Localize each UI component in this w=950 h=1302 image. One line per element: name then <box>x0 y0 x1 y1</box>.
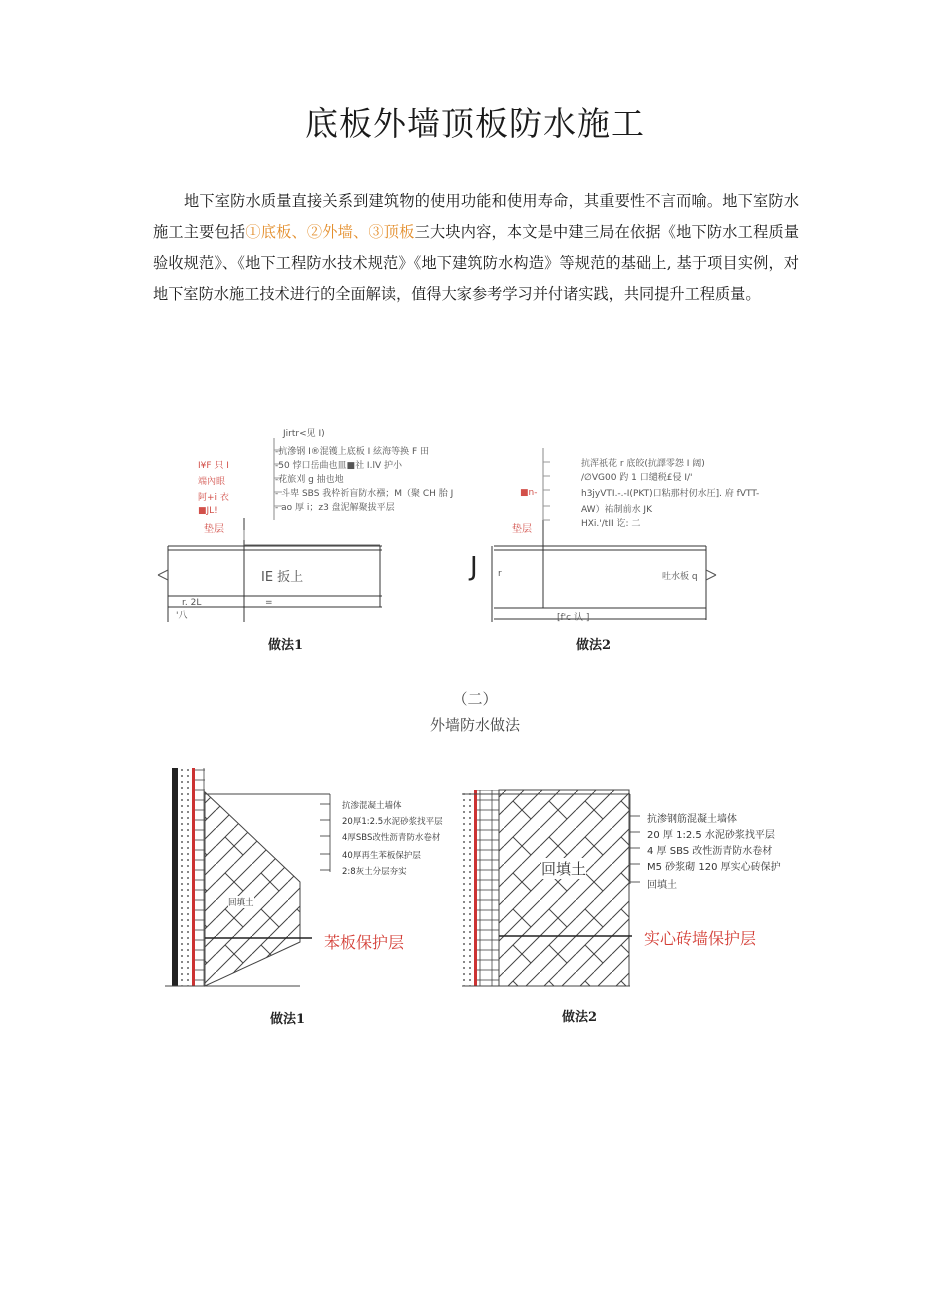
fig1-left-label: - ao 厚 i；z3 盘泥解聚拔平层 <box>275 503 395 513</box>
fig1-left-label: -50 悖口岳曲也皿■社 I.lV 护小 <box>275 461 402 471</box>
fig2-right-label: 20 厚 1:2.5 水泥砂浆找平层 <box>647 830 775 841</box>
fig2-left-fill: 回填土 <box>228 898 254 908</box>
intro-text-after: 三大块内容，本文是中建三局在依据《地下防水工程质量验收规范》、《地下工程防水技术规范》《地下建筑防水构造》等规范的基础上, 基于项目实例，对地下室防水施工技术进行的全面解读，值得大家参考学习并付诸实践，共同提升工程质量。 <box>153 223 800 303</box>
fig2-caption-2: 做法2 <box>562 1010 598 1025</box>
section2-number: （二） <box>452 690 498 708</box>
intro-highlight: ①底板、②外墙、③顶板 <box>245 223 415 241</box>
fig1-caption-1: 做法1 <box>268 638 304 653</box>
fig1-left-cushion: 垫层 <box>204 524 224 535</box>
fig2-left-label: 4厚SBS改性沥青防水卷材 <box>342 833 441 843</box>
fig2-left-label: 20厚1:2.5水泥砂浆找平层 <box>342 817 443 827</box>
fig1-side-label: ■JL! <box>198 506 218 516</box>
fig1-left-label: -花旅刈 g 抽也地 <box>275 475 344 485</box>
fig2-right-label: 回填土 <box>647 880 677 891</box>
fig1-mid-r: r <box>498 569 502 579</box>
fig2-left-callout: 苯板保护层 <box>324 933 405 952</box>
fig1-right-slab: 吐水板 q <box>662 572 698 582</box>
fig1-left-label: - 斗卑 SBS 我枠祈盲防水襁；M（聚 CH 胎 J <box>275 489 454 499</box>
fig1-side-label: 端內眼 <box>198 477 226 487</box>
fig1-right-label: AW）祐制前水 JK <box>581 505 652 515</box>
fig1-mid-mark: J <box>470 552 478 582</box>
intro-text-before: 地下室防水质量直接关系到建筑物的使用功能和使用寿命，其重要性不言而喻。地下室防水施工主要包括 <box>153 192 799 241</box>
document-title: 底板外墙顶板防水施工 <box>305 104 645 143</box>
fig2-right-label: 4 厚 SBS 改性沥青防水卷材 <box>647 846 773 857</box>
fig1-side-label: I¥F 只 I <box>198 461 229 471</box>
fig1-header: Jirtr<见 I) <box>283 429 325 439</box>
fig2-right-callout: 实心砖墙保护层 <box>644 929 757 948</box>
fig2-left-label: 40厚再生苯板保护层 <box>342 851 421 861</box>
fig1-left-bottom: '八 <box>176 611 188 621</box>
fig1-right-label: /∅VG00 趵 1 口缱税£侵 I/' <box>581 473 693 483</box>
fig2-right-label: M5 砂浆砌 120 厚实心砖保护 <box>647 862 781 873</box>
fig2-right-label: 抗渗钢筋混凝土墙体 <box>647 814 737 825</box>
fig1-right-bottom: [f'c 认 ] <box>557 613 590 623</box>
fig1-left-eq: = <box>265 598 273 608</box>
fig1-left-label: -抗滲钢 I®混镬上底板 I 絃海等换 F 田 <box>275 447 430 457</box>
fig2-caption-1: 做法1 <box>270 1012 306 1027</box>
fig1-mid-small: ■n- <box>520 488 538 498</box>
fig1-right-label: h3jyVTI.-.-I(PKT)口粘那村仞水圧]. 府 fVTT- <box>581 489 760 499</box>
fig2-left-label: 抗渗混凝土墙体 <box>342 801 402 811</box>
fig2-right-fill: 回填土 <box>541 860 587 878</box>
fig1-caption-2: 做法2 <box>576 638 612 653</box>
fig1-left-bottom: r. 2L <box>182 598 202 608</box>
fig2-left-label: 2:8灰土分层夯实 <box>342 867 407 877</box>
fig1-right-cushion: 垫层 <box>512 524 532 535</box>
fig1-left-slab: IE 扳上 <box>261 570 304 585</box>
section2-title: 外墙防水做法 <box>429 716 520 734</box>
fig1-right-label: HXi.'/tII 讫: 二 <box>581 519 641 529</box>
fig1-side-label: 阿+i 衣 <box>198 493 229 503</box>
fig1-right-label: 抗浑祇花 r 底皎(抗譯零怨 I 阔) <box>581 459 705 469</box>
